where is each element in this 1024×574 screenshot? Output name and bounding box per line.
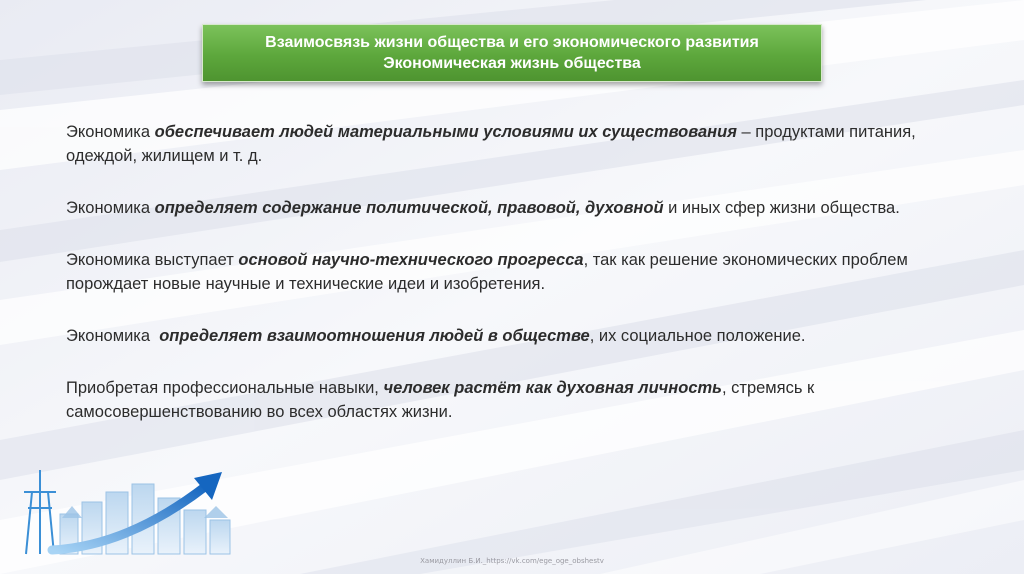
paragraph-5-text: Приобретая профессиональные навыки,: [66, 379, 384, 397]
paragraph-4-text: Экономика: [66, 327, 160, 345]
paragraph-3-emphasis: основой научно-технического прогресса: [238, 251, 584, 269]
slide-title-line-1: Взаимосвязь жизни общества и его экономического развития: [265, 34, 759, 51]
paragraph-4: [66, 324, 966, 348]
paragraph-3-text: Экономика выступает: [66, 251, 239, 269]
slide-title: [202, 24, 822, 82]
paragraph-4-rest: , их социальное положение.: [589, 327, 806, 345]
paragraph-1-text: Экономика: [66, 123, 155, 141]
paragraph-1-emphasis: обеспечивает людей материальными условиями их существования: [154, 123, 737, 141]
paragraph-2-emphasis: определяет содержание политической, правовой, духовной: [154, 199, 664, 217]
paragraph-2-text: Экономика: [66, 199, 155, 217]
paragraph-3-rest: , так как решение экономических проблем порождает новые научные и технические идеи и изобретения.: [66, 251, 908, 293]
footer-credit: Хамидуллин Б.И._https://vk.com/ege_oge_obshestv: [420, 557, 604, 565]
paragraph-5-rest: , стремясь к самосовершенствованию во всех областях жизни.: [66, 379, 815, 421]
paragraph-2: [66, 196, 966, 220]
growth-arrow-buildings-icon: [8, 462, 248, 562]
paragraph-1-rest: – продуктами питания, одеждой, жилищем и т. д.: [66, 123, 916, 165]
paragraph-5: [66, 376, 966, 424]
slide-subtitle: Экономическая жизнь общества: [383, 55, 641, 72]
main-text: [66, 120, 966, 452]
paragraph-5-emphasis: человек растёт как духовная личность: [383, 379, 722, 397]
paragraph-1: [66, 120, 966, 168]
paragraph-4-emphasis: определяет взаимоотношения людей в обществе: [159, 327, 590, 345]
paragraph-3: [66, 248, 966, 296]
paragraph-2-rest: и иных сфер жизни общества.: [663, 199, 900, 217]
